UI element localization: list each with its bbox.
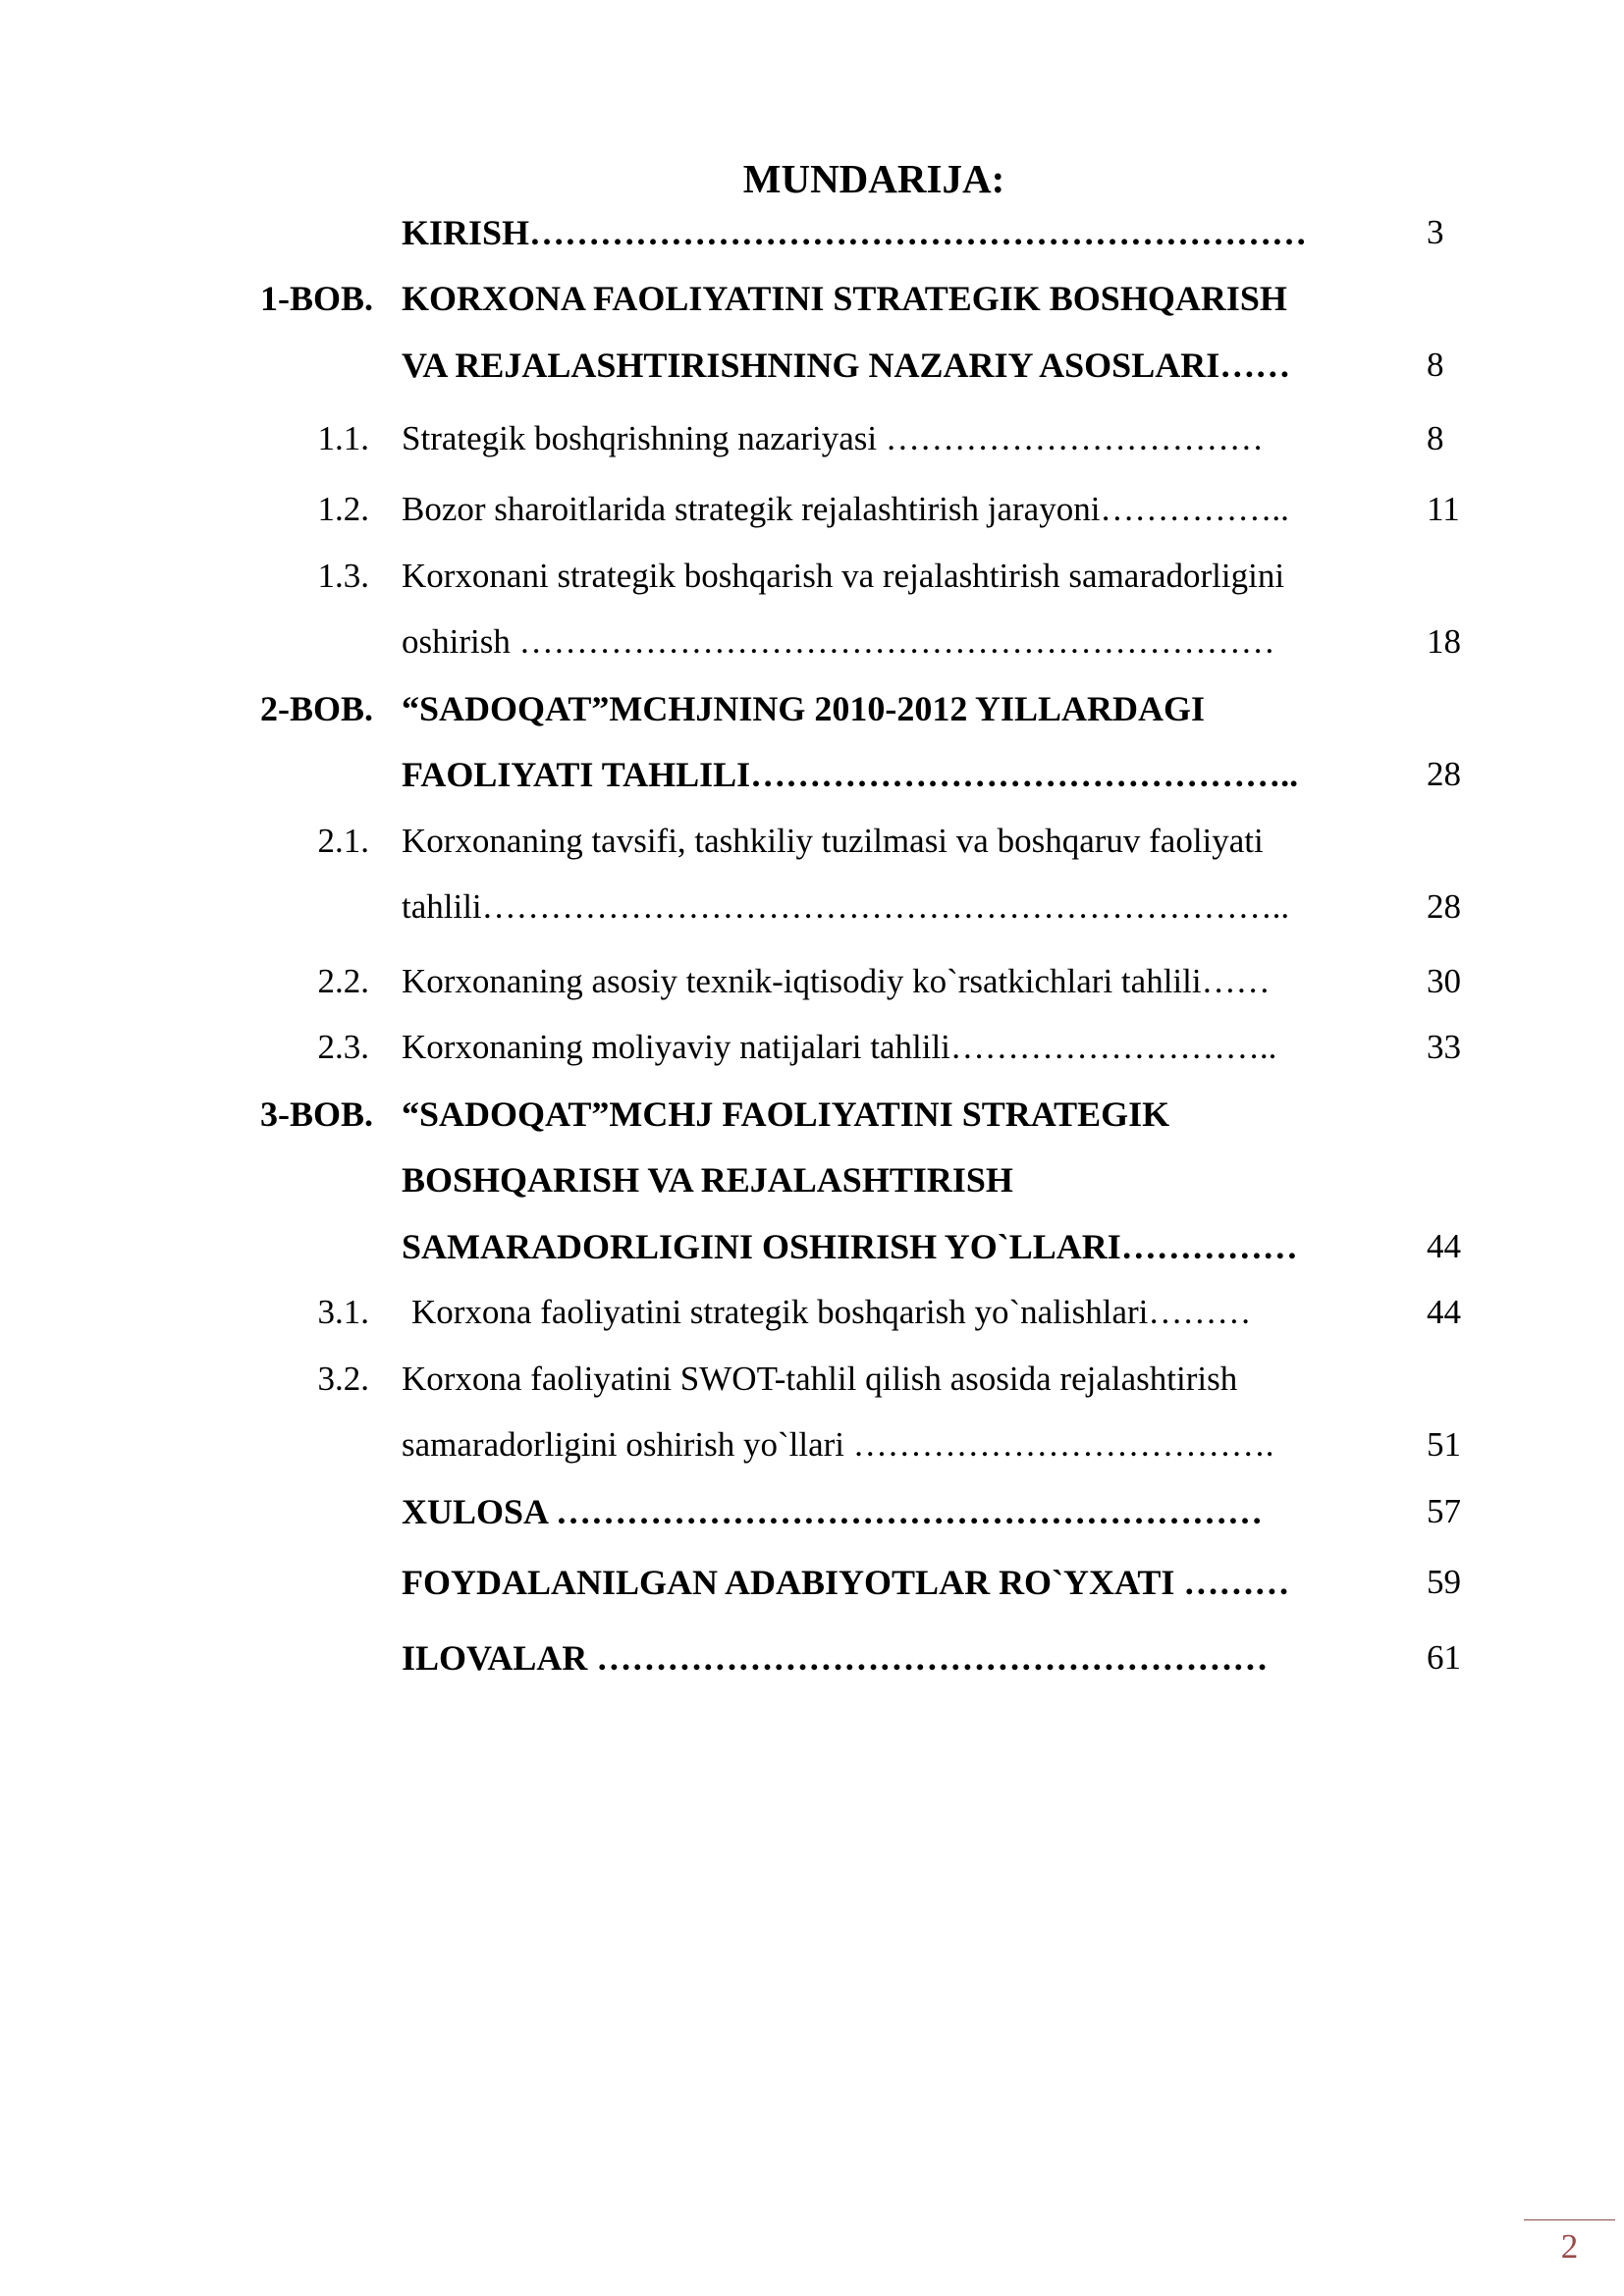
toc-entry <box>0 882 1624 932</box>
toc-entry <box>0 817 1624 866</box>
toc-entry-page: 30 <box>1427 962 1461 1000</box>
toc-entry-title: Korxona faoliyatini strategik boshqarish yo`nalishlari……… <box>411 1293 1252 1331</box>
toc-entry <box>0 414 1624 463</box>
toc-entry <box>0 1288 1624 1337</box>
toc-entry-title: Korxonaning tavsifi, tashkiliy tuzilmasi va boshqaruv faoliyati <box>402 822 1264 860</box>
toc-entry-title: Bozor sharoitlarida strategik rejalashtirish jarayoni…………….. <box>402 490 1289 528</box>
toc-entry <box>0 552 1624 601</box>
toc-entry-page: 28 <box>1427 887 1461 926</box>
footer-rule <box>1524 2219 1615 2220</box>
toc-entry-number: 2-BOB. <box>259 689 373 728</box>
toc-entry <box>0 617 1624 667</box>
toc-entry-page: 33 <box>1427 1028 1461 1066</box>
toc-entry <box>0 1023 1624 1072</box>
toc-entry-title: KIRISH………………………………………………………… <box>402 213 1308 252</box>
toc-entry <box>0 274 1624 323</box>
toc-entry-page: 18 <box>1427 622 1461 661</box>
toc-entry-title: “SADOQAT”MCHJNING 2010-2012 YILLARDAGI <box>402 689 1206 728</box>
toc-entry-number: 2.2. <box>317 962 369 1000</box>
toc-entry-title: Korxona faoliyatini SWOT-tahlil qilish asosida rejalashtirish <box>402 1360 1238 1398</box>
page-title: MUNDARIJA: <box>742 156 1005 201</box>
toc-entry <box>0 341 1624 390</box>
toc-entry <box>0 1155 1624 1204</box>
toc-entry <box>0 485 1624 534</box>
toc-entry-title: XULOSA …………………………………………………… <box>402 1492 1264 1531</box>
toc-entry-title: samaradorligini oshirish yo`llari ………………………………. <box>402 1425 1274 1464</box>
toc-entry-page: 28 <box>1427 755 1461 793</box>
toc-entry-title: Korxonani strategik boshqarish va rejalashtirish samaradorligini <box>402 557 1285 595</box>
toc-entry-page: 61 <box>1427 1638 1461 1677</box>
toc-entry-number: 2.3. <box>317 1028 369 1066</box>
toc-entry-title: “SADOQAT”MCHJ FAOLIYATINI STRATEGIK <box>402 1095 1170 1134</box>
toc-entry-number: 2.1. <box>317 822 369 860</box>
toc-entry-number: 1.3. <box>317 557 369 595</box>
toc-entry-number: 3-BOB. <box>259 1095 373 1134</box>
toc-entry-page: 3 <box>1427 213 1444 251</box>
toc-entry-title: FAOLIYATI TAHLILI……………………………………….. <box>402 755 1299 794</box>
toc-entry <box>0 684 1624 733</box>
toc-entry-title: oshirish ………………………………………………………… <box>402 622 1275 661</box>
toc-entry <box>0 1558 1624 1607</box>
toc-entry-page: 8 <box>1427 346 1444 384</box>
toc-entry-title: SAMARADORLIGINI OSHIRISH YO`LLARI…………… <box>402 1227 1298 1266</box>
toc-entry-title: VA REJALASHTIRISHNING NAZARIY ASOSLARI…… <box>402 346 1291 385</box>
toc-entry-title: ILOVALAR ………………………………………………… <box>402 1638 1269 1678</box>
toc-entry-number: 1.1. <box>317 419 369 457</box>
toc-entry-title: Korxonaning moliyaviy natijalari tahlili……………………….. <box>402 1028 1277 1066</box>
toc-entry <box>0 208 1624 257</box>
toc-entry-page: 59 <box>1427 1563 1461 1601</box>
toc-entry-title: FOYDALANILGAN ADABIYOTLAR RO`YXATI ……… <box>402 1563 1290 1602</box>
toc-entry-page: 44 <box>1427 1227 1461 1265</box>
toc-entry <box>0 1420 1624 1469</box>
toc-entry <box>0 1633 1624 1682</box>
toc-entry-title: BOSHQARISH VA REJALASHTIRISH <box>402 1160 1013 1200</box>
toc-entry-title: Strategik boshqrishning nazariyasi …………………………… <box>402 419 1264 457</box>
page-number: 2 <box>1560 2227 1579 2266</box>
toc-entry <box>0 750 1624 799</box>
toc-entry-number: 3.1. <box>317 1293 369 1331</box>
toc-entry-title: Korxonaning asosiy texnik-iqtisodiy ko`rsatkichlari tahlili…… <box>402 962 1271 1000</box>
toc-entry <box>0 1090 1624 1139</box>
toc-entry-page: 57 <box>1427 1492 1461 1530</box>
toc-entry-title: tahlili…………………………………………………………….. <box>402 887 1290 926</box>
toc-entry <box>0 957 1624 1006</box>
toc-entry-number: 1.2. <box>317 490 369 528</box>
toc-entry <box>0 1355 1624 1404</box>
toc-entry-page: 11 <box>1427 490 1460 528</box>
toc-entry-title: KORXONA FAOLIYATINI STRATEGIK BOSHQARISH <box>402 279 1287 318</box>
toc-entry-page: 8 <box>1427 419 1444 457</box>
toc-entry-number: 3.2. <box>317 1360 369 1398</box>
toc-entry-page: 51 <box>1427 1425 1461 1464</box>
toc-entry-page: 44 <box>1427 1293 1461 1331</box>
toc-entry <box>0 1222 1624 1271</box>
toc-entry <box>0 1487 1624 1536</box>
toc-entry-number: 1-BOB. <box>259 279 373 318</box>
